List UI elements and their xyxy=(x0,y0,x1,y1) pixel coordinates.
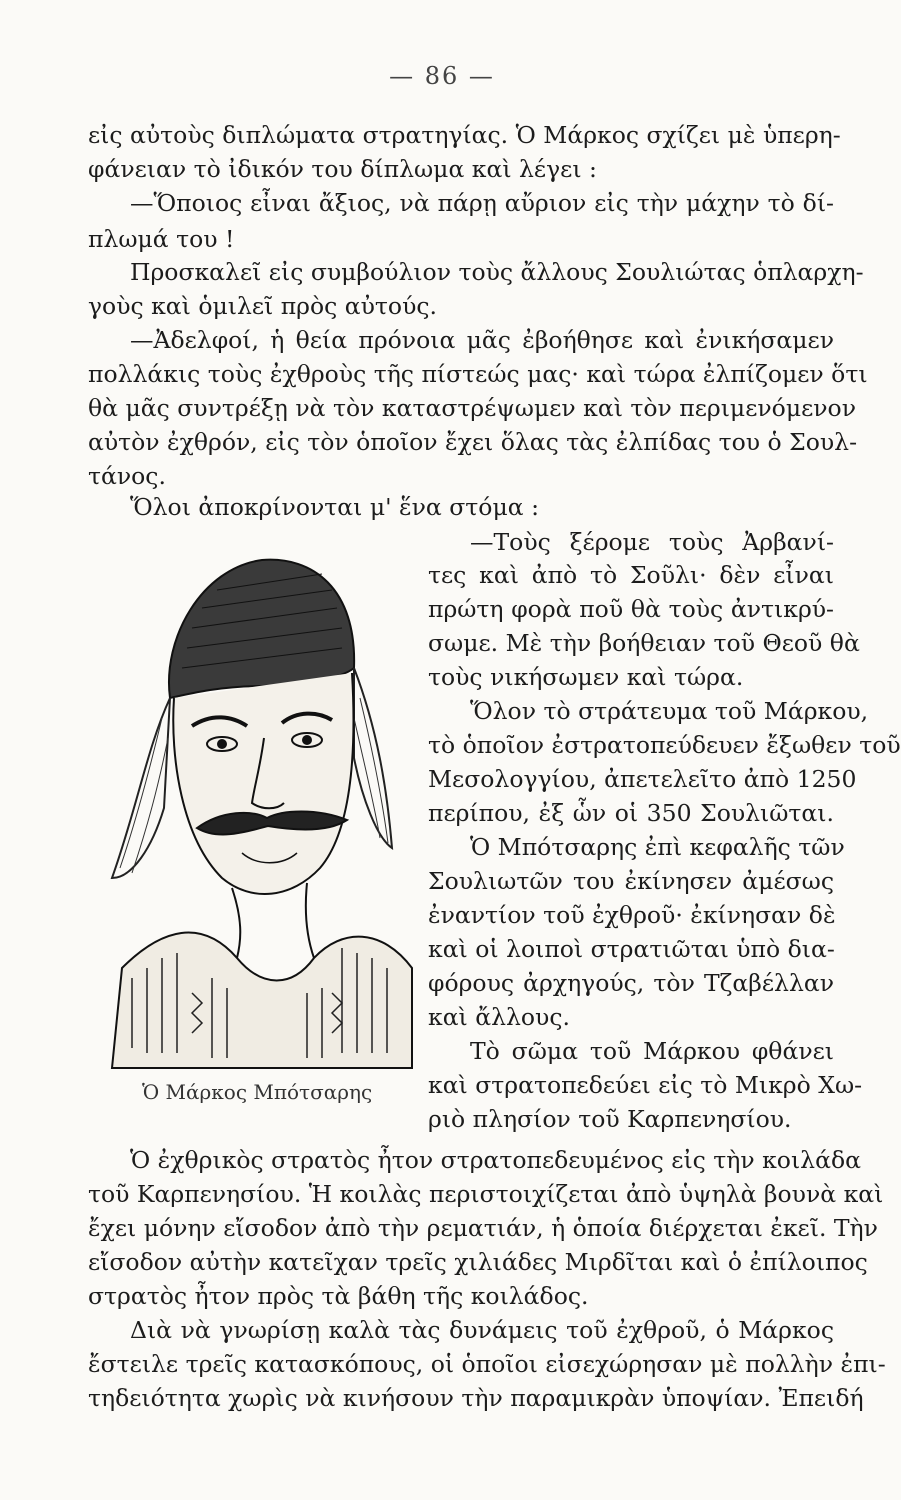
text-line: Ὅλοι ἀποκρίνονται μ' ἕνα στόμα : xyxy=(130,493,539,521)
text-line: τάνος. xyxy=(88,462,166,490)
text-line: Ὁ Μπότσαρης ἐπὶ κεφαλῆς τῶν xyxy=(470,833,845,861)
text-line: εἰς αὐτοὺς διπλώματα στρατηγίας. Ὁ Μάρκος σχίζει μὲ ὑπερη- xyxy=(88,121,841,149)
text-line: Σουλιωτῶν του ἐκίνησεν ἀμέσως xyxy=(428,867,834,895)
text-line: πλωμά του ! xyxy=(88,225,235,253)
text-line: στρατὸς ἦτον πρὸς τὰ βάθη τῆς κοιλάδος. xyxy=(88,1282,589,1310)
text-line: πολλάκις τοὺς ἐχθροὺς τῆς πίστεώς μας· καὶ τώρα ἐλπίζομεν ὅτι xyxy=(88,360,868,388)
text-line: ἔστειλε τρεῖς κατασκόπους, οἱ ὁποῖοι εἰσεχώρησαν μὲ πολλὴν ἐπι- xyxy=(88,1350,886,1378)
text-line: —Τοὺς ξέρομε τοὺς Ἀρβανί- xyxy=(470,528,834,556)
text-line: καὶ ἄλλους. xyxy=(428,1003,570,1031)
text-line: τες καὶ ἀπὸ τὸ Σοῦλι· δὲν εἶναι xyxy=(428,561,834,589)
figure-caption: Ὁ Μάρκος Μπότσαρης xyxy=(142,1080,373,1104)
page-number: — 86 — xyxy=(389,62,495,90)
text-line: τοὺς νικήσωμεν καὶ τώρα. xyxy=(428,663,744,691)
text-line: γοὺς καὶ ὁμιλεῖ πρὸς αὐτούς. xyxy=(88,292,438,320)
text-line: σωμε. Μὲ τὴν βοήθειαν τοῦ Θεοῦ θὰ xyxy=(428,629,860,657)
text-line: Ὅλον τὸ στράτευμα τοῦ Μάρκου, xyxy=(470,697,869,725)
text-line: ριὸ πλησίον τοῦ Καρπενησίου. xyxy=(428,1105,792,1133)
text-line: φάνειαν τὸ ἰδικόν του δίπλωμα καὶ λέγει : xyxy=(88,155,597,183)
text-line: αὐτὸν ἐχθρόν, εἰς τὸν ὁποῖον ἔχει ὅλας τὰς ἐλπίδας του ὁ Σουλ- xyxy=(88,428,858,456)
text-line: τὸ ὁποῖον ἐστρατοπεύδευεν ἔξωθεν τοῦ xyxy=(428,731,901,759)
text-line: —Ἀδελφοί, ἡ θεία πρόνοια μᾶς ἐβοήθησε καὶ ἐνικήσαμεν xyxy=(130,326,834,354)
text-line: Τὸ σῶμα τοῦ Μάρκου φθάνει xyxy=(470,1037,834,1065)
text-line: εἴσοδον αὐτὴν κατεῖχαν τρεῖς χιλιάδες Μιρδῖται καὶ ὁ ἐπίλοιπος xyxy=(88,1248,868,1276)
text-line: καὶ οἱ λοιποὶ στρατιῶται ὑπὸ δια- xyxy=(428,935,835,963)
text-line: Μεσολογγίου, ἀπετελεῖτο ἀπὸ 1250 xyxy=(428,765,857,793)
text-line: φόρους ἀρχηγούς, τὸν Τζαβέλλαν xyxy=(428,969,834,997)
text-line: —Ὅποιος εἶναι ἄξιος, νὰ πάρῃ αὔριον εἰς τὴν μάχην τὸ δί- xyxy=(130,189,834,217)
text-line: τοῦ Καρπενησίου. Ἡ κοιλὰς περιστοιχίζεται ἀπὸ ὑψηλὰ βουνὰ καὶ xyxy=(88,1180,884,1208)
portrait-image xyxy=(92,548,422,1078)
text-line: Διὰ νὰ γνωρίσῃ καλὰ τὰς δυνάμεις τοῦ ἐχθροῦ, ὁ Μάρκος xyxy=(130,1316,834,1344)
text-line: ἔχει μόνην εἴσοδον ἀπὸ τὴν ρεματιάν, ἡ ὁποία διέρχεται ἐκεῖ. Τὴν xyxy=(88,1214,878,1242)
text-line: περίπου, ἐξ ὧν οἱ 350 Σουλιῶται. xyxy=(428,799,834,827)
text-line: Προσκαλεῖ εἰς συμβούλιον τοὺς ἄλλους Σουλιώτας ὁπλαρχη- xyxy=(130,258,864,286)
text-line: θὰ μᾶς συντρέξῃ νὰ τὸν καταστρέψωμεν καὶ τὸν περιμενόμενον xyxy=(88,394,856,422)
text-line: Ὁ ἐχθρικὸς στρατὸς ἦτον στρατοπεδευμένος εἰς τὴν κοιλάδα xyxy=(130,1146,861,1174)
text-line: πρώτη φορὰ ποῦ θὰ τοὺς ἀντικρύ- xyxy=(428,595,834,623)
text-line: ἐναντίον τοῦ ἐχθροῦ· ἐκίνησαν δὲ xyxy=(428,901,836,929)
text-line: καὶ στρατοπεδεύει εἰς τὸ Μικρὸ Χω- xyxy=(428,1071,863,1099)
text-line: τηδειότητα χωρὶς νὰ κινήσουν τὴν παραμικρὰν ὑποψίαν. Ἐπειδή xyxy=(88,1384,864,1412)
